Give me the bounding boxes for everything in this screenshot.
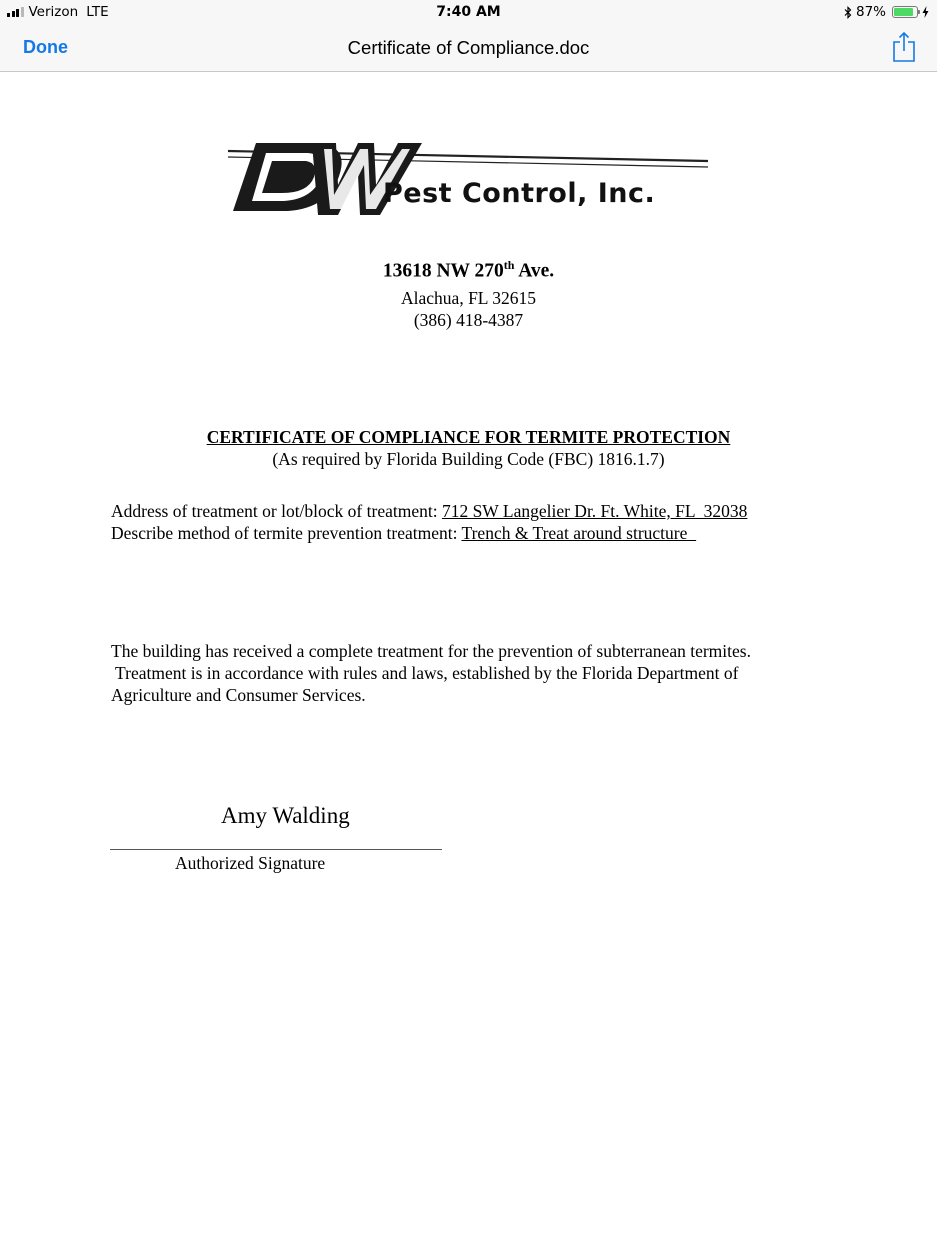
treatment-address-field xyxy=(111,501,747,522)
status-bar xyxy=(0,0,937,24)
street-rest: Ave. xyxy=(514,260,555,282)
body-line-3: Agriculture and Consumer Services. xyxy=(111,685,366,705)
charging-bolt-icon xyxy=(922,6,929,18)
treatment-method-field xyxy=(111,523,696,544)
signature-name: Amy Walding xyxy=(221,803,350,828)
certificate-title: CERTIFICATE OF COMPLIANCE FOR TERMITE PROTECTION xyxy=(206,427,731,447)
bluetooth-icon xyxy=(844,6,852,19)
certificate-subtitle: (As required by Florida Building Code (FBC) 1816.1.7) xyxy=(272,449,665,469)
battery-level xyxy=(894,8,913,16)
battery-icon xyxy=(892,6,918,18)
company-phone: (386) 418-4387 xyxy=(413,310,524,330)
status-time: 7:40 AM xyxy=(436,4,501,20)
body-line-2: Treatment is in accordance with rules and laws, established by the Florida Department of xyxy=(111,663,739,683)
body-line-1: The building has received a complete treatment for the prevention of subterranean termites. xyxy=(111,641,751,661)
company-city: Alachua, FL 32615 xyxy=(401,288,536,308)
street-number: 13618 NW 270 xyxy=(382,260,504,282)
company-logo xyxy=(208,133,728,223)
navigation-bar xyxy=(0,24,937,72)
document-page xyxy=(0,73,937,1249)
treatment-method-label: Describe method of termite prevention treatment: xyxy=(111,523,462,543)
done-button[interactable]: Done xyxy=(23,37,68,57)
document-title: Certificate of Compliance.doc xyxy=(347,37,590,58)
signature-line xyxy=(110,849,442,850)
signature-label: Authorized Signature xyxy=(175,853,326,873)
network-type: LTE xyxy=(86,4,109,20)
street-suffix: th xyxy=(503,258,515,272)
treatment-address-value: 712 SW Langelier Dr. Ft. White, FL 32038 xyxy=(441,501,748,521)
battery-percent: 87% xyxy=(855,4,886,20)
treatment-method-value: Trench & Treat around structure xyxy=(461,523,697,543)
carrier-name: Verizon xyxy=(28,4,79,20)
company-street-address xyxy=(0,258,937,283)
logo-company-name: Pest Control, Inc. xyxy=(383,178,656,209)
share-icon[interactable] xyxy=(891,31,917,63)
status-right xyxy=(844,4,929,20)
treatment-address-label: Address of treatment or lot/block of treatment: xyxy=(111,501,442,521)
